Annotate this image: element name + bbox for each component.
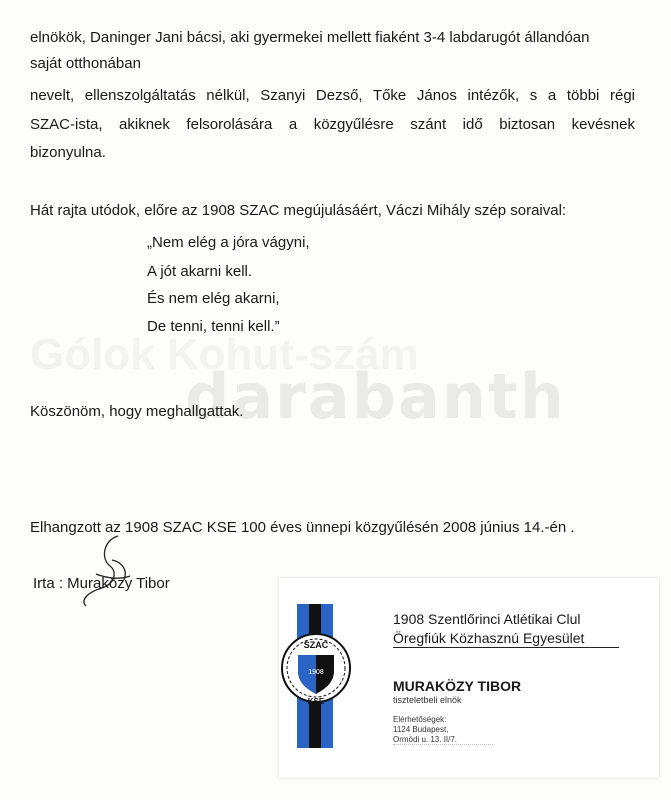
card-divider bbox=[393, 647, 619, 648]
logo-text-bottom: KSE bbox=[307, 697, 325, 706]
background-ghost-text: Gólok Kohut-szám bbox=[30, 330, 419, 379]
letter-line-2: saját otthonában bbox=[30, 55, 141, 72]
card-contact-heading: Elérhetőségek: bbox=[393, 715, 447, 724]
logo-text-year: 1908 bbox=[308, 669, 324, 676]
poem-line-3: És nem elég akarni, bbox=[147, 290, 280, 307]
card-club-line-1: 1908 Szentlőrinci Atlétikai Clul bbox=[393, 611, 581, 627]
card-address-1: 1124 Budapest, bbox=[393, 725, 449, 734]
szac-club-logo bbox=[279, 628, 353, 708]
watermark: darabanth bbox=[185, 360, 566, 433]
poem-line-4: De tenni, tenni kell.” bbox=[147, 318, 280, 335]
letter-line-1: elnökök, Daninger Jani bácsi, aki gyermekei mellett fiaként 3-4 labdarugót állandóan bbox=[30, 29, 590, 46]
poem-line-2: A jót akarni kell. bbox=[147, 263, 253, 280]
logo-text-top: SZAC bbox=[303, 640, 329, 650]
signature-scribble bbox=[66, 530, 146, 610]
thanks-line: Köszönöm, hogy meghallgattak. bbox=[30, 403, 244, 420]
business-card bbox=[279, 578, 659, 778]
occasion-line: Elhangzott az 1908 SZAC KSE 100 éves ünnepi közgyűlésén 2008 június 14.-én . bbox=[30, 519, 575, 536]
letter-line-3: nevelt, ellenszolgáltatás nélkül, Szanyi Dezső, Tőke János intézők, s a többi régi bbox=[30, 87, 635, 104]
letter-line-4: SZAC-ista, akiknek felsorolására a közgyűlésre szánt idő biztosan kevésnek bbox=[30, 116, 635, 133]
letter-line-6: Hát rajta utódok, előre az 1908 SZAC megújulásáért, Váczi Mihály szép soraival: bbox=[30, 202, 567, 219]
letter-line-5: bizonyulna. bbox=[30, 144, 106, 161]
card-title: tiszteletbeli elnök bbox=[393, 695, 462, 705]
card-name: MURAKÖZY TIBOR bbox=[393, 678, 522, 694]
card-club-line-2: Öregfiúk Közhasznú Egyesület bbox=[393, 630, 585, 646]
card-address-2: Ormódi u. 13. II/7. bbox=[393, 735, 458, 744]
poem-line-1: „Nem elég a jóra vágyni, bbox=[147, 234, 310, 251]
card-cut-off-line bbox=[393, 744, 493, 749]
author-line: Irta : Muraközy Tibor bbox=[33, 575, 170, 592]
